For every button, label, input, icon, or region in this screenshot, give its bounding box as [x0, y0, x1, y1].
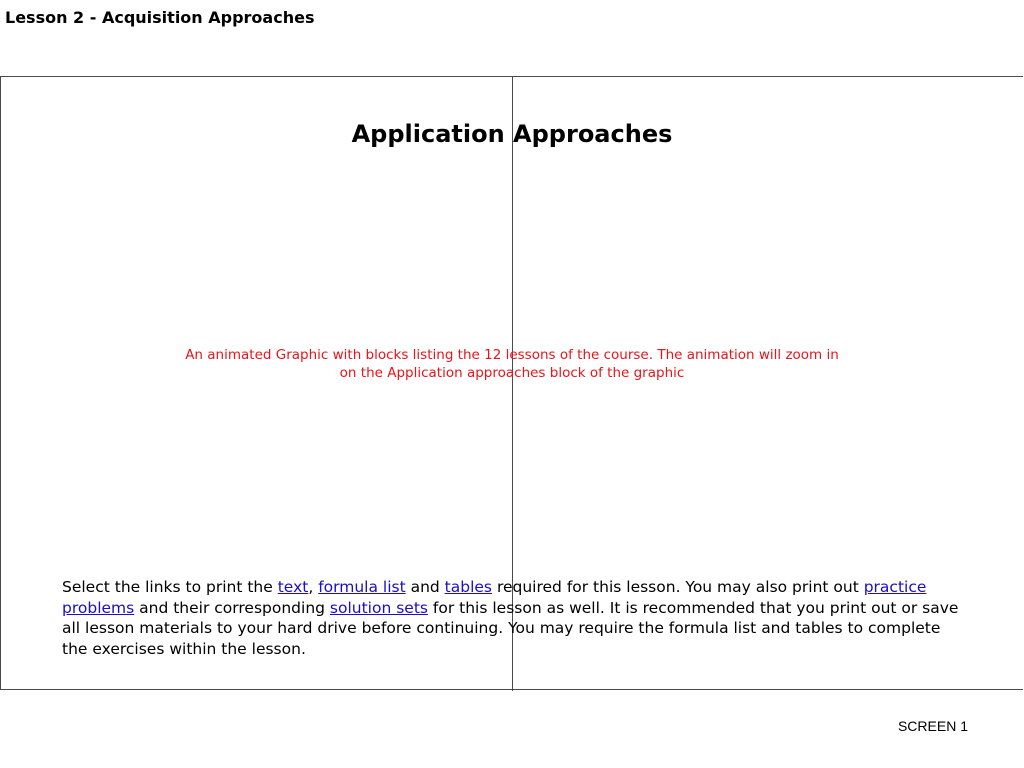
- instructions-text: required for this lesson. You may also print out: [492, 578, 864, 596]
- instructions-paragraph: [62, 577, 967, 659]
- instructions-text: Select the links to print the: [62, 578, 278, 596]
- lesson-title: Lesson 2 - Acquisition Approaches: [5, 8, 315, 27]
- tables-link[interactable]: tables: [444, 578, 493, 596]
- instructions-text: ,: [308, 578, 319, 596]
- instructions-text: and: [405, 578, 445, 596]
- instructions-text: and their corresponding: [134, 598, 330, 617]
- instructions-text: for this lesson as well. It is recommended that you print out or save all lesson materials to your hard drive before continuing. You may require the formula list and tables to complete the exercises within the lesson.: [62, 598, 959, 658]
- practice-problems-link[interactable]: practice problems: [62, 578, 927, 617]
- screen-number-label: SCREEN 1: [897, 718, 968, 734]
- solution-sets-link[interactable]: solution sets: [329, 598, 428, 617]
- text-link[interactable]: text: [277, 578, 309, 596]
- page-title: Application Approaches: [351, 120, 673, 148]
- animation-placeholder-note: An animated Graphic with blocks listing the 12 lessons of the course. The animation will zoom in on the Application approaches block of the graphic: [185, 347, 839, 381]
- formula-list-link[interactable]: formula list: [318, 578, 406, 596]
